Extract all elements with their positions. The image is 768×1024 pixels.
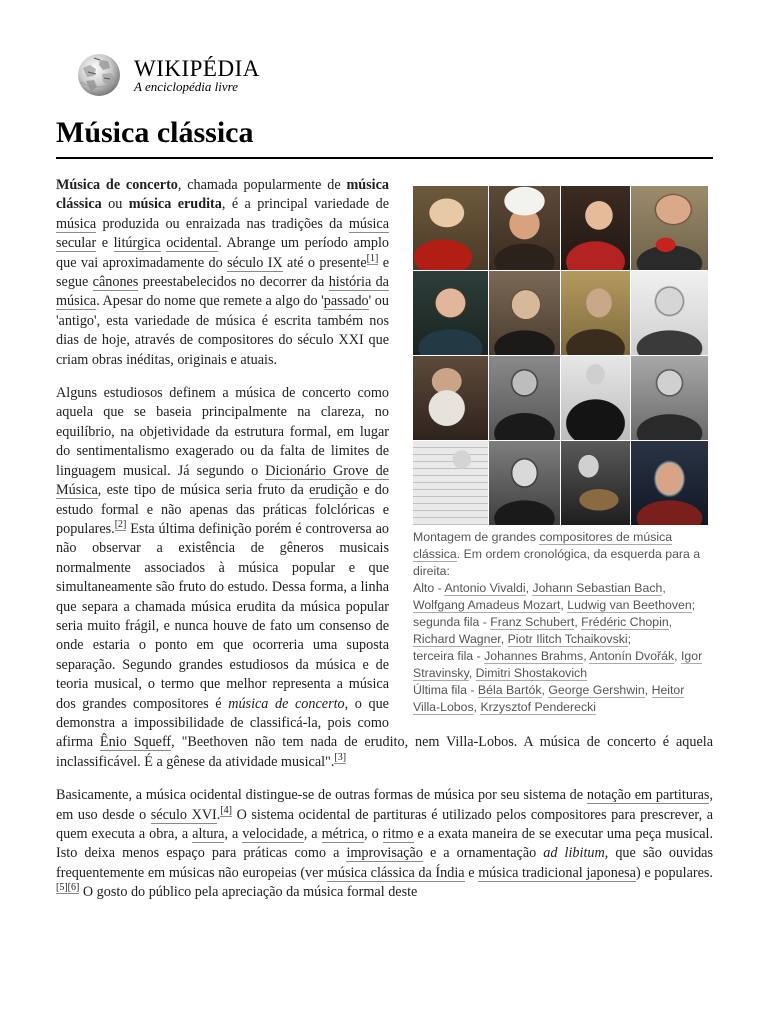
text: e a ornamentação <box>422 845 544 862</box>
text: , a <box>303 826 322 842</box>
text: produzida ou enraizada nas tradições da <box>96 215 349 232</box>
portrait-penderecki <box>631 441 708 525</box>
ref-2[interactable]: [2] <box>114 518 127 530</box>
link-notacao-em-partituras[interactable]: notação em partituras <box>586 787 710 804</box>
italic-term: ad libitum <box>543 845 605 862</box>
portrait-beethoven <box>631 186 708 270</box>
link-seculo-xvi[interactable]: século XVI <box>150 806 217 823</box>
text: e <box>464 864 479 881</box>
caption-separator: , <box>644 683 652 697</box>
link-mozart[interactable]: Wolfgang Amadeus Mozart <box>413 598 561 612</box>
link-chopin[interactable]: Frédéric Chopin <box>581 615 669 629</box>
text: , "Beethoven não tem nada de erudito, nem Villa-Lobos. A música de concerto é aquela inclassificável. É a gênese da atividade musical". <box>56 734 713 770</box>
link-passado[interactable]: passado <box>323 293 369 310</box>
caption-separator: , <box>583 649 590 663</box>
link-compositores[interactable]: compositores de música clássica <box>413 530 673 561</box>
link-musica-classica-da-india[interactable]: música clássica da Índia <box>326 864 465 881</box>
portrait-schubert <box>413 271 488 355</box>
caption-separator: , <box>541 683 549 697</box>
bold-term: Música de concerto <box>56 177 178 193</box>
link-villa-lobos[interactable]: Heitor Villa-Lobos <box>413 683 685 714</box>
portrait-villa-lobos <box>561 441 630 525</box>
text: e a exata maneira de se executar uma peça musical. Isto deixa menos espaço para práticas como a <box>56 826 714 862</box>
wikipedia-wordmark[interactable]: WIKIPÉDIA <box>134 56 260 81</box>
caption-separator: , <box>668 615 673 629</box>
text: , o que demonstra a impossibilidade de classificá-la, pois como afirma <box>56 695 389 751</box>
link-shostakovich[interactable]: Dimitri Shostakovich <box>475 666 588 680</box>
portrait-chopin <box>489 271 560 355</box>
caption-row-label: Última fila - <box>413 683 478 697</box>
caption-separator: , <box>674 649 681 663</box>
text: Basicamente, a música ocidental distingue-se de outras formas de música por seu sistema de <box>56 787 587 804</box>
link-dvorak[interactable]: Antonín Dvořák <box>589 649 675 663</box>
text: preestabelecidos no decorrer da <box>138 274 329 291</box>
portrait-dvorak <box>489 356 560 440</box>
portrait-mozart <box>561 186 630 270</box>
link-dicionario-grove[interactable]: Dicionário Grove de Música <box>56 462 389 499</box>
link-ocidental[interactable]: ocidental <box>166 235 219 252</box>
text: Alguns estudiosos definem a música de concerto como aquela que se baseia principalmente na clareza, no equilíbrio, na objetividade da estrutura formal, em lugar do sentimentalismo exagerado ou da falta de limites de linguagem musical. Já segundo o <box>56 385 389 479</box>
caption-separator: , <box>662 581 666 595</box>
caption-row-label: Alto - <box>413 581 445 595</box>
article-body <box>56 176 713 917</box>
text: , é a principal variedade de <box>221 196 390 213</box>
wikipedia-globe-logo[interactable] <box>74 52 124 98</box>
link-tchaikovsky[interactable]: Piotr Ilitch Tchaikovski <box>507 632 628 646</box>
caption-row-label: terceira fila - <box>413 649 485 663</box>
text: e <box>96 235 114 252</box>
text: e segue <box>56 254 389 291</box>
ref-5-6[interactable]: [5][6] <box>56 882 80 894</box>
link-metrica[interactable]: métrica <box>321 826 365 842</box>
caption-separator: , <box>574 615 582 629</box>
text: até o presente <box>282 254 367 271</box>
site-header <box>74 52 374 102</box>
wikipedia-tagline: A enciclopédia livre <box>134 79 238 94</box>
link-bartok[interactable]: Béla Bartók <box>477 683 542 697</box>
link-musica[interactable]: música <box>56 215 97 232</box>
caption-text: Montagem de grandes <box>413 530 540 544</box>
link-brahms[interactable]: Johannes Brahms <box>484 649 584 663</box>
text: , este tipo de música seria fruto da <box>97 482 310 499</box>
caption-separator: , <box>473 700 481 714</box>
title-divider <box>56 157 713 159</box>
link-bach[interactable]: Johann Sebastian Bach <box>532 581 663 595</box>
text: O sistema ocidental de partituras é utilizado pelos compositores para prescrever, a quem executa a obra, a <box>56 806 713 842</box>
portrait-vivaldi <box>413 186 488 270</box>
link-penderecki[interactable]: Krzysztof Penderecki <box>480 700 596 714</box>
composers-figure <box>413 186 713 716</box>
link-erudicao[interactable]: erudição <box>309 482 358 499</box>
figure-caption <box>413 529 713 716</box>
caption-separator: , <box>500 632 508 646</box>
text: O gosto do público pela apreciação da música formal deste <box>79 884 418 901</box>
portrait-bartok <box>413 441 488 525</box>
link-musica-tradicional-japonesa[interactable]: música tradicional japonesa <box>478 864 636 881</box>
link-altura[interactable]: altura <box>192 826 225 842</box>
text: ou <box>101 196 129 213</box>
portrait-wagner <box>561 271 630 355</box>
text: , o <box>364 826 383 842</box>
text: . Abrange um período amplo que vai aproximadamente do <box>56 235 389 271</box>
link-stravinsky[interactable]: Igor Stravinsky <box>413 649 703 680</box>
caption-separator: , <box>525 581 533 595</box>
link-gershwin[interactable]: George Gershwin <box>548 683 645 697</box>
link-musica-secular[interactable]: música secular <box>56 215 389 252</box>
link-schubert[interactable]: Franz Schubert <box>490 615 575 629</box>
caption-separator: ; <box>627 632 632 646</box>
composers-montage[interactable] <box>413 186 709 525</box>
portrait-brahms <box>413 356 488 440</box>
link-canones[interactable]: cânones <box>92 274 139 291</box>
portrait-gershwin <box>489 441 560 525</box>
caption-separator: , <box>468 666 476 680</box>
text: ' ou 'antigo', esta variedade de música é escrita também nos dias de hoje, através de compositores do século XXI que criam obras inéditas, originais e atuais. <box>56 293 389 368</box>
link-beethoven[interactable]: Ludwig van Beethoven <box>567 598 692 612</box>
link-improvisacao[interactable]: improvisação <box>346 845 423 862</box>
paragraph-notation <box>56 786 713 902</box>
link-velocidade[interactable]: velocidade <box>242 826 304 842</box>
bold-term: música clássica <box>56 177 389 213</box>
text: . Apesar do nome que remete a algo do ' <box>96 293 324 310</box>
portrait-stravinsky <box>561 356 630 440</box>
ref-3[interactable]: [3] <box>334 751 347 763</box>
caption-separator: , <box>560 598 568 612</box>
bold-term: música erudita <box>128 196 222 213</box>
text: , chamada popularmente de <box>177 177 347 193</box>
link-historia-da-musica[interactable]: história da música <box>56 274 389 310</box>
caption-separator: ; <box>691 598 696 612</box>
link-ritmo[interactable]: ritmo <box>382 826 414 842</box>
ref-4[interactable]: [4] <box>220 804 233 816</box>
portrait-bach <box>489 186 560 270</box>
portrait-shostakovich <box>631 356 708 440</box>
link-liturgica[interactable]: litúrgica <box>113 235 161 252</box>
text: . <box>216 806 221 823</box>
text: , que são ouvidas frequentemente em músicas não europeias (ver <box>56 845 713 881</box>
page-title: Música clássica <box>56 116 254 149</box>
text: , em uso desde o <box>56 787 713 823</box>
caption-row-label: segunda fila - <box>413 615 491 629</box>
ref-1[interactable]: [1] <box>366 252 379 264</box>
text: Esta última definição porém é controversa ao não observar a existência de gêneros musicais normalmente associados à música popular e que simultaneamente são fruto do estudo. Dessa forma, a linha que separa a chamada música erudita da música popular seria muito frágil, e nunca houve de fato um consenso de onde estaria o ponto em que ocorreria uma suposta separação. Segundo grandes estudiosos da música e de teoria musical, o termo que melhor representa a música dos grandes compositores é <box>56 520 389 712</box>
text: , a <box>224 826 243 842</box>
link-seculo-ix[interactable]: século IX <box>227 254 283 271</box>
link-enio-squeff[interactable]: Ênio Squeff <box>99 734 172 751</box>
text: e do estudo formal e não apenas das práticas folclóricas e populares. <box>56 482 389 537</box>
link-wagner[interactable]: Richard Wagner <box>413 632 501 646</box>
portrait-tchaikovsky <box>631 271 708 355</box>
link-vivaldi[interactable]: Antonio Vivaldi <box>444 581 526 595</box>
text: ) e populares. <box>635 864 713 881</box>
caption-text: . Em ordem cronológica, da esquerda para a direita: <box>413 547 701 578</box>
italic-term: música de concerto <box>228 695 345 712</box>
